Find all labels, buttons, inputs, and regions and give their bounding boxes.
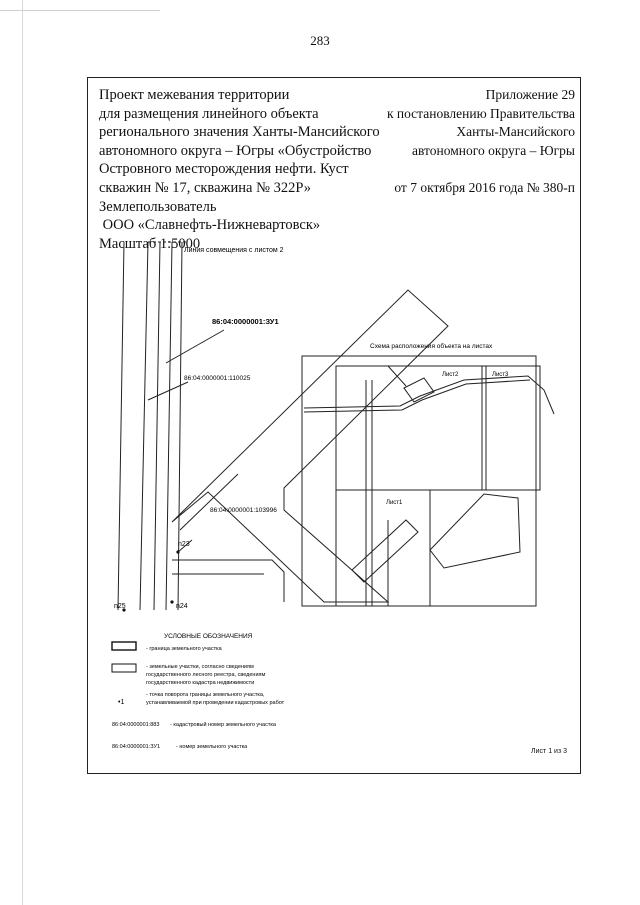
legend-parcel-sample: 86:04:0000001:ЗУ1	[112, 744, 161, 750]
legend-point-symbol: •1	[118, 699, 125, 706]
sheet-label: Лист1	[386, 500, 403, 506]
header-line: регионального значения Ханты-Мансийского	[99, 124, 380, 141]
map-area	[88, 230, 580, 775]
header-right-line: автономного округа – Югры	[412, 142, 575, 158]
point-label: n24	[176, 603, 188, 610]
inset-frame	[302, 356, 536, 606]
leader-line	[166, 330, 224, 363]
sheet-3-box	[482, 366, 540, 490]
header-line: автономного округа – Югры «Обустройство	[99, 142, 372, 159]
legend-text: - номер земельного участка	[176, 744, 248, 750]
junction-line-label: Линия совмещения с листом 2	[184, 247, 284, 254]
sheet-1-drawing	[352, 520, 418, 582]
header-right-line: Ханты-Мансийского	[456, 124, 575, 140]
legend-text: - кадастровый номер земельного участка	[170, 722, 276, 728]
legend-text: государственного лесного реестра, сведениям	[146, 672, 266, 678]
header-left-block	[99, 86, 399, 253]
forest-parcel-boundary	[172, 290, 448, 602]
inset-title: Схема расположения объекта на листах	[370, 343, 493, 350]
header-line: Проект межевания территории	[99, 87, 290, 103]
turn-point	[176, 550, 179, 553]
sheet-1-drawing	[430, 494, 520, 568]
legend-text: - земельные участки, согласно сведениям	[146, 664, 254, 670]
page-number: 283	[310, 33, 330, 48]
header-right-line: к постановлению Правительства	[386, 105, 575, 121]
point-label: n23	[178, 541, 190, 548]
header-right-line: от 7 октября 2016 года № 380-п	[394, 179, 575, 195]
inset-pad	[404, 378, 434, 402]
legend-text: устанавливаемой при проведении кадастровых работ	[146, 700, 285, 706]
legend-symbol-boundary	[112, 642, 136, 650]
sheet-label: Лист3	[492, 372, 509, 378]
scale-line: Масштаб 1:5000	[99, 235, 201, 252]
scan-edge-line	[22, 0, 23, 905]
legend-text: - точка поворота границы земельного участка,	[146, 692, 265, 698]
legend-symbol-registry	[112, 664, 136, 672]
forest-parcel-inner	[180, 474, 238, 530]
header-line: ООО «Славнефть-Нижневартовск»	[99, 217, 321, 234]
corridor-line	[140, 242, 148, 610]
legend-title: УСЛОВНЫЕ ОБОЗНАЧЕНИЯ	[164, 633, 253, 640]
corridor-line	[154, 242, 160, 610]
point-label: n25	[114, 603, 126, 610]
header-line: Островного месторождения нефти. Куст	[99, 161, 349, 178]
corridor-line	[118, 242, 124, 610]
leader-line	[148, 382, 188, 400]
map-svg	[88, 230, 580, 770]
header-right-block	[363, 86, 575, 198]
sheet-1-box	[336, 490, 430, 606]
sheet-counter: Лист 1 из 3	[531, 748, 567, 755]
cadastral-label: 86:04:0000001:103996	[210, 507, 277, 514]
scan-top-mark	[0, 10, 160, 11]
parcel-label: 86:04:0000001:ЗУ1	[212, 317, 279, 326]
legend-cadastral-sample: 86:04:0000001:883	[112, 722, 160, 728]
corridor-line	[166, 242, 172, 610]
appendix-label: Приложение 29	[485, 87, 575, 102]
corridor-line	[178, 242, 182, 610]
cadastral-label: 86:04:0000001:110025	[184, 375, 251, 382]
turn-point	[170, 600, 173, 603]
header-line: для размещения линейного объекта	[99, 105, 319, 122]
header-line: скважин № 17, скважина № 322Р»	[99, 179, 311, 196]
sheet-label: Лист2	[442, 372, 459, 378]
header-line: Землепользователь	[99, 198, 217, 215]
legend-text: государственного кадастра недвижимости	[146, 680, 255, 686]
legend-text: - граница земельного участка	[146, 646, 222, 652]
road-band	[172, 560, 284, 602]
